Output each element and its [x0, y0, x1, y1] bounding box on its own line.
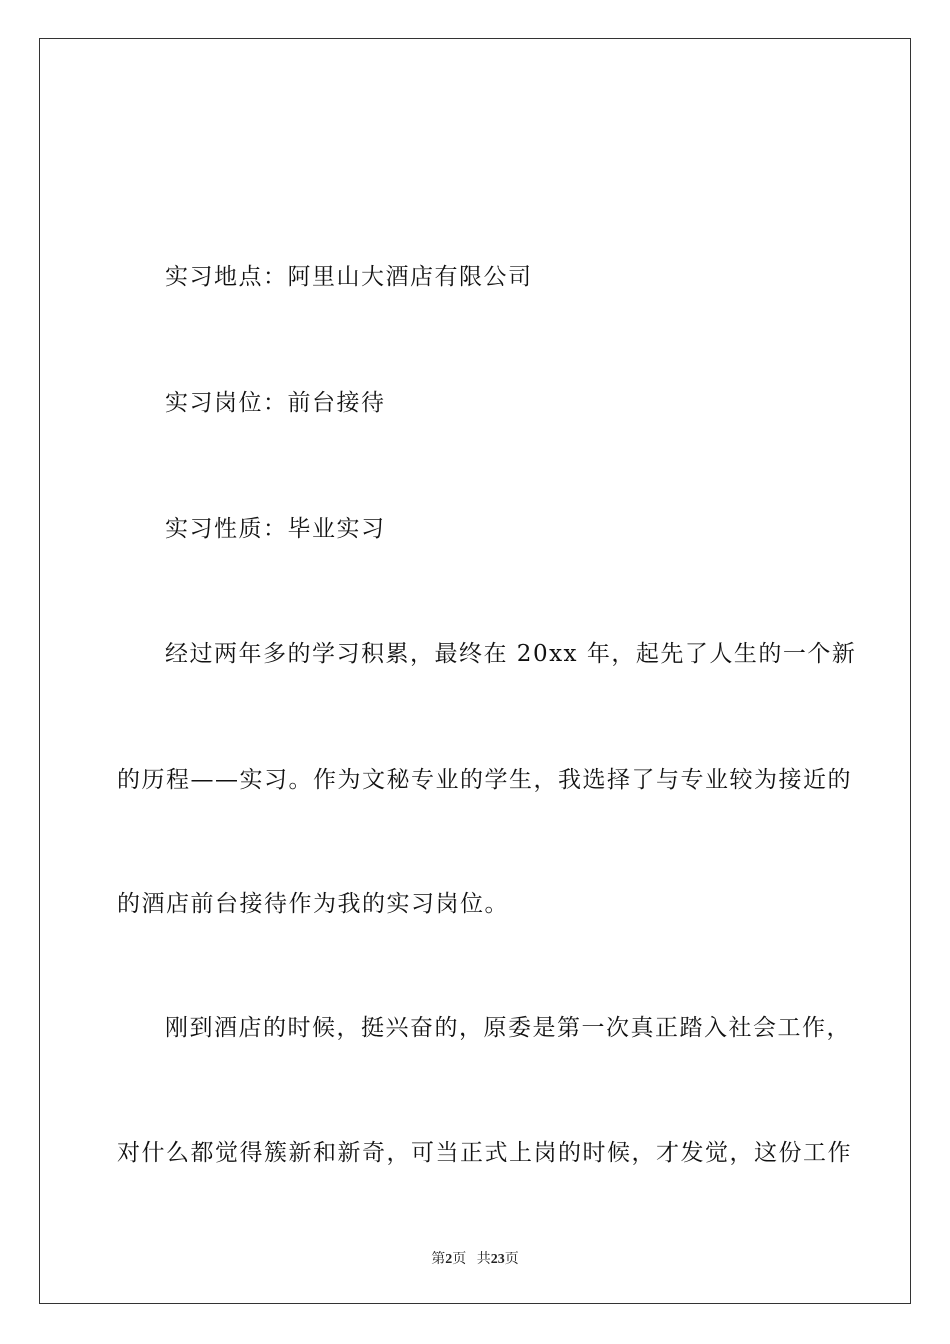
internship-location: 实习地点：阿里山大酒店有限公司 — [165, 264, 533, 290]
page-footer — [0, 1248, 950, 1268]
page-suffix: 页 — [452, 1252, 467, 1267]
paragraph-2-line-1: 刚到酒店的时候，挺兴奋的，原委是第一次真正踏入社会工作， — [165, 1015, 851, 1041]
paragraph-1-line-2: 的历程——实习。作为文秘专业的学生，我选择了与专业较为接近的 — [117, 767, 852, 793]
page-prefix: 第 — [431, 1252, 446, 1267]
total-suffix: 页 — [504, 1252, 519, 1267]
page-border — [39, 38, 911, 1304]
total-pages: 23 — [490, 1252, 505, 1267]
page-number: 2 — [445, 1252, 453, 1267]
paragraph-1-line-1: 经过两年多的学习积累，最终在 20xx 年，起先了人生的一个新 — [165, 641, 857, 667]
paragraph-1-line-3: 的酒店前台接待作为我的实习岗位。 — [117, 891, 509, 917]
internship-nature: 实习性质：毕业实习 — [165, 516, 386, 542]
internship-position: 实习岗位：前台接待 — [165, 390, 386, 416]
total-prefix: 共 — [476, 1252, 491, 1267]
paragraph-2-line-2: 对什么都觉得簇新和新奇，可当正式上岗的时候，才发觉，这份工作 — [117, 1140, 852, 1166]
